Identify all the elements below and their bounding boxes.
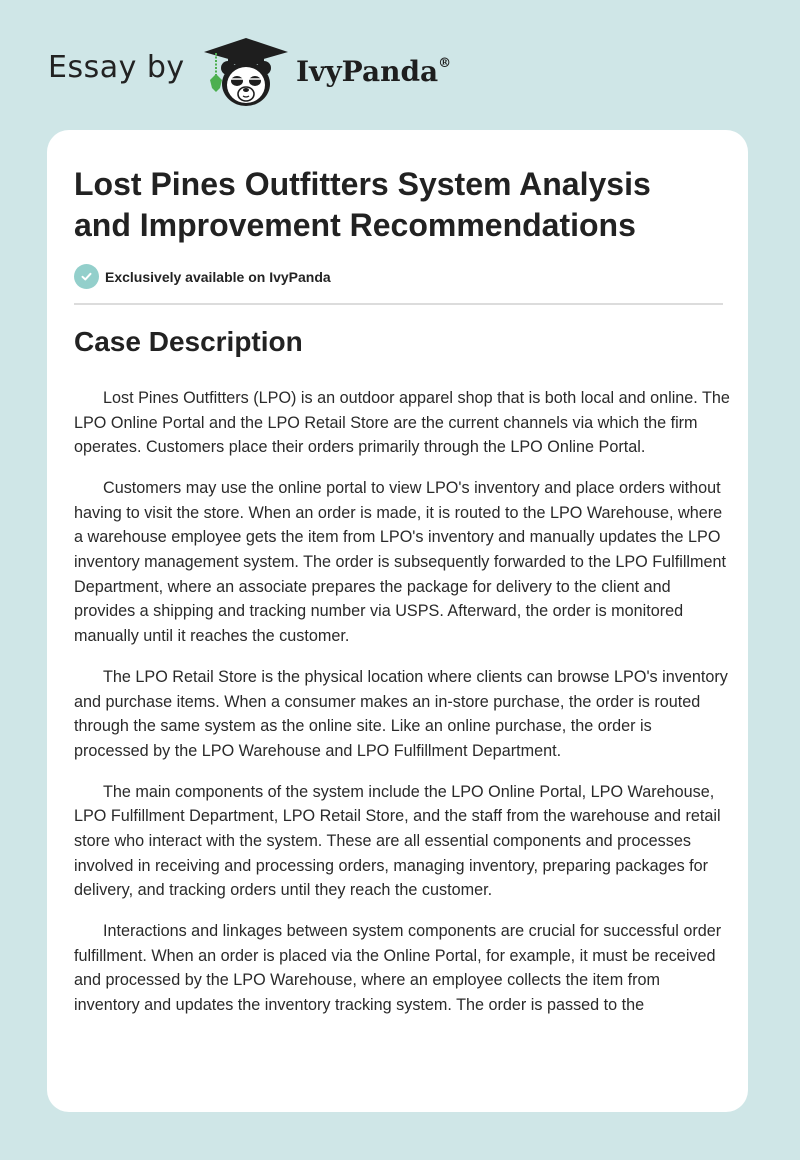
exclusive-badge [74, 264, 331, 289]
panda-graduation-cap-logo-icon[interactable] [202, 36, 290, 108]
brand-name[interactable] [296, 55, 451, 88]
exclusive-badge-text: Exclusively available on IvyPanda [105, 268, 331, 285]
paragraph: The main components of the system include the LPO Online Portal, LPO Warehouse, LPO Fulfillment Department, LPO Retail Store, and the staff from the warehouse and retail store who interact with the system. These are all essential components and processes involved in receiving and processing orders, managing inventory, preparing packages for delivery, and tracking orders until they reach the customer. [74, 782, 721, 900]
paragraph: The LPO Retail Store is the physical location where clients can browse LPO's inventory and purchase items. When a consumer makes an in-store purchase, the order is routed through the same system as the online site. Like an online purchase, the order is processed by the LPO Warehouse and LPO Fulfillment Department. [74, 667, 728, 760]
brand-name-text: IvyPanda [296, 55, 439, 88]
article-body [74, 386, 730, 1034]
check-circle-icon [74, 264, 99, 289]
divider [74, 303, 723, 305]
essay-by-label: Essay by [48, 50, 185, 85]
page-title: Lost Pines Outfitters System Analysis and Improvement Recommendations [74, 166, 651, 243]
paragraph: Interactions and linkages between system components are crucial for successful order fulfillment. When an order is placed via the Online Portal, for example, it must be received and processed by the LPO Warehouse, where an employee collects the item from inventory and updates the inventory tracking system. The order is passed to the [74, 922, 722, 1015]
paragraph: Customers may use the online portal to view LPO's inventory and place orders without having to visit the store. When an order is made, it is routed to the LPO Warehouse, where a warehouse employee gets the item from LPO's inventory and manually updates the LPO inventory management system. The order is subsequently forwarded to the LPO Fulfillment Department, where an associate prepares the package for delivery to the client and provides a shipping and tracking number via USPS. Afterward, the order is monitored manually until it reaches the customer. [74, 479, 727, 645]
section-heading: Case Description [74, 326, 303, 357]
essay-card [47, 130, 748, 1112]
registered-mark: ® [438, 55, 452, 71]
site-header [0, 0, 800, 130]
paragraph: Lost Pines Outfitters (LPO) is an outdoor apparel shop that is both local and online. The LPO Online Portal and the LPO Retail Store are the current channels via which the firm operates. Customers place their orders primarily through the LPO Online Portal. [74, 389, 730, 457]
